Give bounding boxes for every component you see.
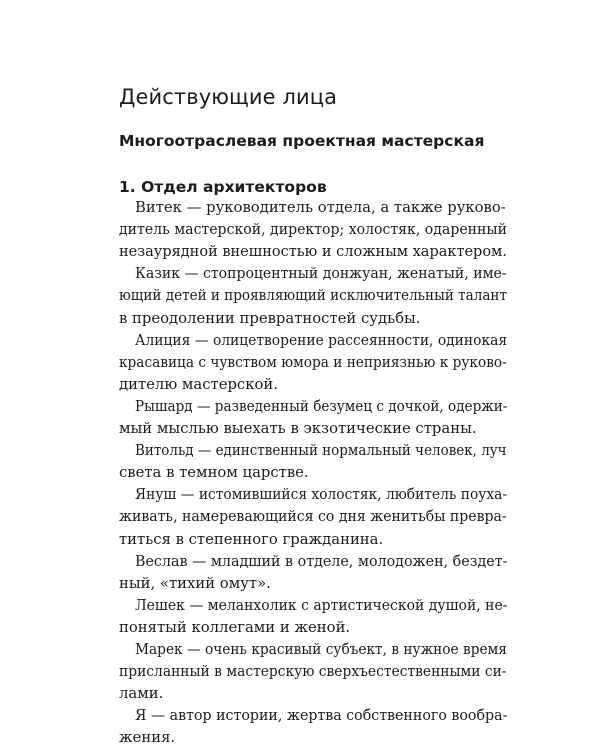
character-entry-continuation: света в темном царстве. bbox=[119, 464, 309, 482]
character-entry-line: Я — автор истории, жертва собственного вообра- bbox=[135, 707, 508, 725]
character-entry-continuation: понятый коллегами и женой. bbox=[119, 618, 351, 636]
character-entry-line: Витек — руководитель отдела, а также руково- bbox=[135, 199, 506, 216]
character-entry-continuation: дитель мастерской, директор; холостяк, одаренный bbox=[119, 221, 507, 239]
character-entry-continuation: ющий детей и проявляющий исключительный талант bbox=[119, 287, 507, 305]
character-entry-line: Лешек — меланхолик с артистической душой, не- bbox=[135, 596, 508, 614]
section-title: 1. Отдел архитекторов bbox=[119, 178, 327, 196]
character-entry-continuation: ный, «тихий омут». bbox=[119, 574, 271, 592]
page-subtitle: Многоотраслевая проектная мастерская bbox=[119, 132, 485, 150]
character-entry-line: Витольд — единственный нормальный человек, луч bbox=[135, 442, 507, 460]
character-entry-continuation: дителю мастерской. bbox=[119, 375, 278, 393]
character-entry-continuation: присланный в мастерскую сверхъестественными си- bbox=[119, 663, 507, 681]
character-entry-continuation: мый мыслью выехать в экзотические страны. bbox=[119, 420, 477, 437]
character-entry-line: Казик — стопроцентный донжуан, женатый, име- bbox=[135, 265, 507, 283]
character-entry-line: Рышард — разведенный безумец с дочкой, одержи- bbox=[135, 397, 508, 415]
character-entry-continuation: жения. bbox=[119, 729, 176, 747]
character-entry-continuation: красавица с чувством юмора и неприязнью к руково- bbox=[119, 353, 507, 371]
character-entry-continuation: незаурядной внешностью и сложным характером. bbox=[119, 243, 507, 261]
character-entry-continuation: в преодолении превратностей судьбы. bbox=[119, 309, 421, 327]
character-entry-continuation: титься в степенного гражданина. bbox=[119, 530, 384, 548]
page-title: Действующие лица bbox=[119, 85, 338, 109]
character-entry-line: Януш — истомившийся холостяк, любитель поуха- bbox=[135, 486, 508, 504]
character-entry-continuation: лами. bbox=[119, 685, 164, 703]
character-entry-line: Веслав — младший в отделе, молодожен, бездет- bbox=[135, 552, 508, 570]
character-entry-line: Алиция — олицетворение рассеянности, одинокая bbox=[135, 331, 508, 349]
character-entry-line: Марек — очень красивый субъект, в нужное время bbox=[135, 641, 507, 658]
character-entry-continuation: живать, намеревающийся со дня женитьбы превра- bbox=[119, 508, 507, 526]
